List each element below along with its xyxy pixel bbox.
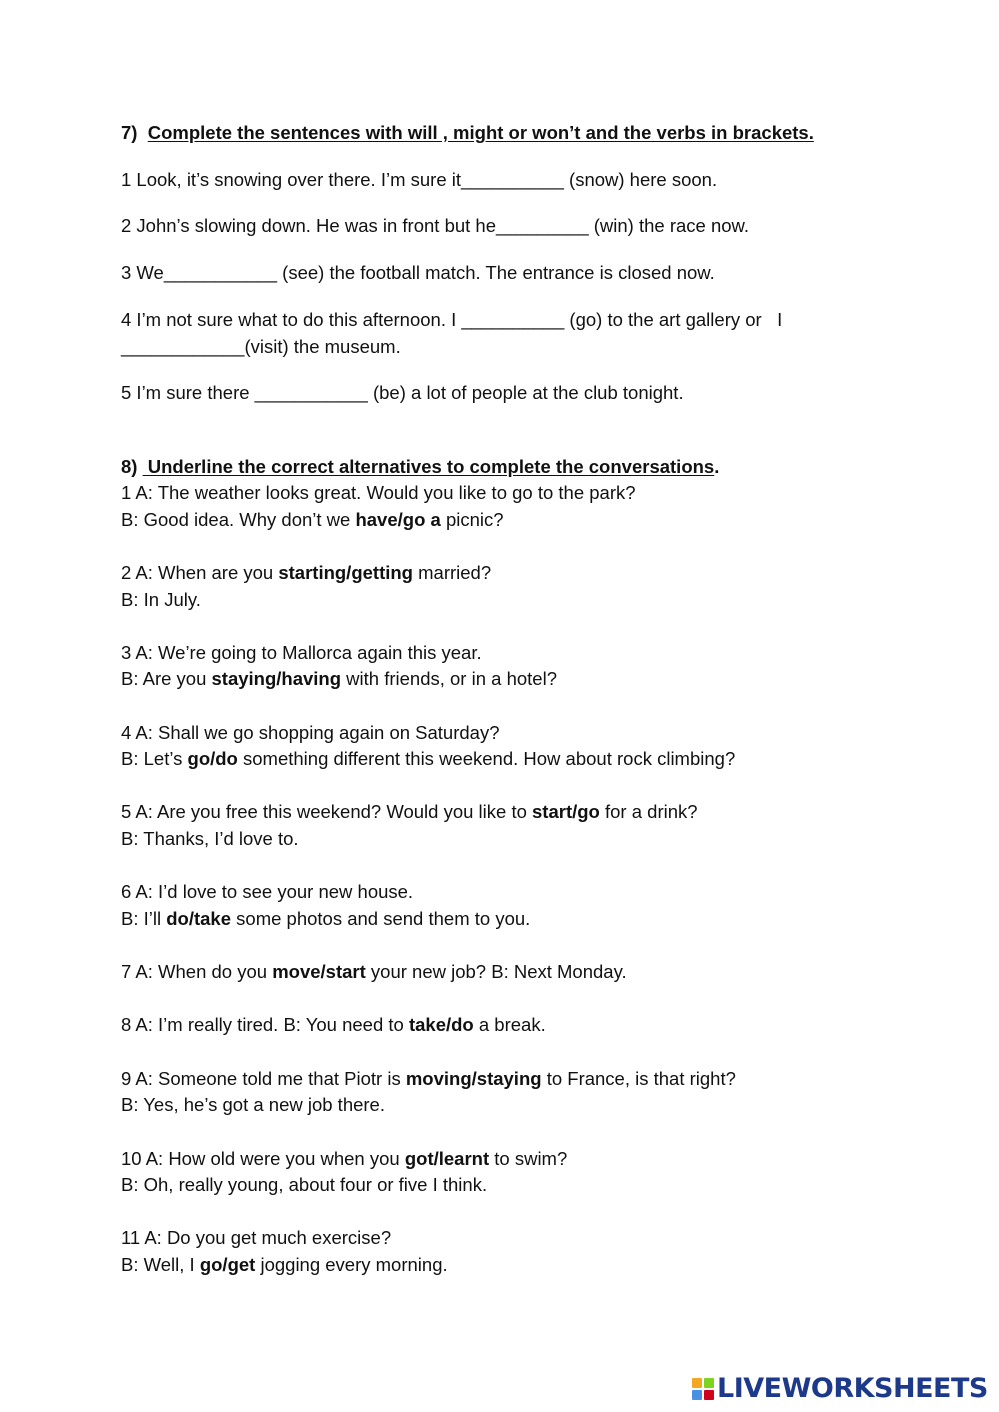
conversation-11-b	[121, 1254, 448, 1276]
conversation-6-b	[121, 908, 530, 930]
conversation-3-a	[121, 642, 482, 664]
logo-tile	[704, 1378, 714, 1388]
section-7-title: Complete the sentences with will , might or won’t and the verbs in brackets.	[147, 122, 814, 143]
alternatives-choice[interactable]: starting/getting	[278, 562, 413, 583]
conversation-9-a	[121, 1068, 736, 1090]
alternatives-choice[interactable]: take/do	[408, 1014, 474, 1035]
alternatives-choice[interactable]: move/start	[272, 961, 366, 982]
liveworksheets-logo-icon	[692, 1378, 714, 1400]
conversation-text: B: Are you	[121, 668, 212, 689]
section-7-item-1: 1 Look, it’s snowing over there. I’m sure it__________ (snow) here soon.	[121, 169, 718, 190]
liveworksheets-logo[interactable]	[692, 1375, 988, 1403]
alternatives-choice[interactable]: got/learnt	[404, 1148, 490, 1169]
section-8-number: 8)	[121, 456, 138, 477]
section-7-heading	[121, 122, 814, 144]
alternatives-choice[interactable]: have/go a	[355, 509, 441, 530]
alternatives-choice[interactable]: start/go	[532, 801, 600, 822]
conversation-text: 6 A: I’d love to see your new house.	[121, 881, 414, 902]
conversation-text: 1 A: The weather looks great. Would you like to go to the park?	[121, 482, 636, 503]
section-8-heading	[121, 456, 719, 478]
conversation-text: 9 A: Someone told me that Piotr is	[121, 1068, 406, 1089]
conversation-text: B: Good idea. Why don’t we	[121, 509, 356, 530]
conversation-2-b	[121, 589, 201, 611]
alternatives-choice[interactable]: staying/having	[211, 668, 342, 689]
section-7-item-3: 3 We___________ (see) the football match. The entrance is closed now.	[121, 262, 715, 283]
alternatives-choice[interactable]: go/get	[199, 1254, 256, 1275]
alternatives-choice[interactable]: moving/staying	[405, 1068, 542, 1089]
conversation-2-a	[121, 562, 491, 584]
logo-tile	[692, 1378, 702, 1388]
section-7-number: 7)	[121, 122, 138, 143]
conversation-9-b	[121, 1094, 385, 1116]
conversation-3-b	[121, 668, 557, 690]
conversation-text: jogging every morning.	[255, 1254, 448, 1275]
conversation-8	[121, 1014, 546, 1036]
conversation-text: 3 A: We’re going to Mallorca again this year.	[121, 642, 482, 663]
conversation-text: a break.	[473, 1014, 546, 1035]
conversation-text: your new job? B: Next Monday.	[365, 961, 627, 982]
conversation-text: B: Thanks, I’d love to.	[121, 828, 299, 849]
conversation-text: picnic?	[440, 509, 504, 530]
conversation-7	[121, 961, 627, 983]
section-7-item-4: 4 I’m not sure what to do this afternoon. I __________ (go) to the art gallery or I	[121, 309, 783, 330]
conversation-text: B: Oh, really young, about four or five I think.	[121, 1174, 488, 1195]
conversation-text: 5 A: Are you free this weekend? Would you like to	[121, 801, 533, 822]
conversation-text: 7 A: When do you	[121, 961, 273, 982]
conversation-text: 10 A: How old were you when you	[121, 1148, 405, 1169]
conversation-1-a	[121, 482, 636, 504]
conversation-text: for a drink?	[599, 801, 698, 822]
section-7-item-4-continued: ____________(visit) the museum.	[121, 336, 401, 357]
conversation-text: married?	[412, 562, 492, 583]
conversation-text: B: Well, I	[121, 1254, 200, 1275]
section-7-item-2: 2 John’s slowing down. He was in front but he_________ (win) the race now.	[121, 215, 750, 236]
conversation-5-a	[121, 801, 698, 823]
alternatives-choice[interactable]: go/do	[187, 748, 238, 769]
conversation-text: 11 A: Do you get much exercise?	[121, 1227, 392, 1248]
conversation-10-a	[121, 1148, 567, 1170]
section-8-title-end: .	[714, 456, 720, 477]
conversation-1-b	[121, 509, 504, 531]
conversation-text: 4 A: Shall we go shopping again on Saturday?	[121, 722, 500, 743]
conversation-5-b	[121, 828, 299, 850]
conversation-text: some photos and send them to you.	[231, 908, 531, 929]
conversation-text: B: Let’s	[121, 748, 188, 769]
alternatives-choice[interactable]: do/take	[166, 908, 232, 929]
conversation-text: 8 A: I’m really tired. B: You need to	[121, 1014, 409, 1035]
conversation-6-a	[121, 881, 413, 903]
conversation-text: with friends, or in a hotel?	[341, 668, 557, 689]
conversation-text: 2 A: When are you	[121, 562, 279, 583]
conversation-text: something different this weekend. How about rock climbing?	[237, 748, 736, 769]
section-7-item-5: 5 I’m sure there ___________ (be) a lot of people at the club tonight.	[121, 382, 684, 403]
conversation-text: to swim?	[489, 1148, 568, 1169]
conversation-11-a	[121, 1227, 391, 1249]
conversation-text: B: I’ll	[121, 908, 167, 929]
logo-text: LIVEWORKSHEETS	[717, 1373, 988, 1404]
conversation-text: to France, is that right?	[541, 1068, 736, 1089]
conversation-10-b	[121, 1174, 487, 1196]
section-8-title: Underline the correct alternatives to complete the conversations	[142, 456, 715, 477]
conversation-4-a	[121, 722, 500, 744]
conversation-text: B: In July.	[121, 589, 201, 610]
conversation-4-b	[121, 748, 735, 770]
logo-tile	[692, 1390, 702, 1400]
logo-tile	[704, 1390, 714, 1400]
conversation-text: B: Yes, he’s got a new job there.	[121, 1094, 385, 1115]
